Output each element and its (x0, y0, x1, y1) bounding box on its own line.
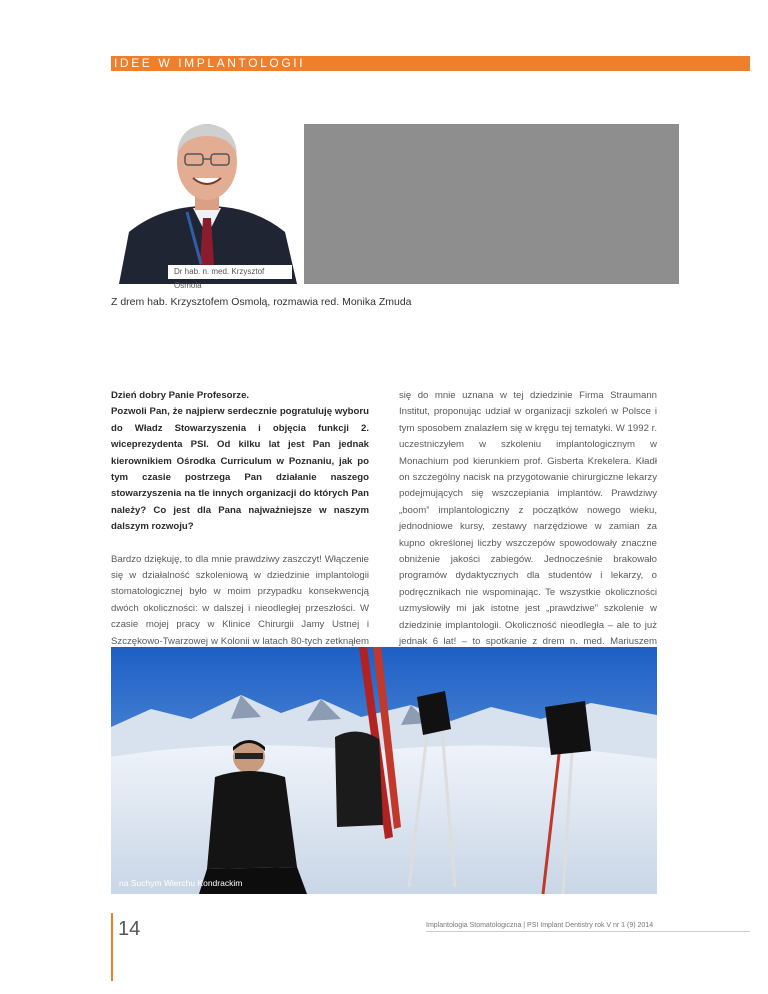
portrait-photo (111, 114, 304, 284)
interview-answer: Bardzo dziękuję, to dla mnie prawdziwy zaszczyt! Włączenie się w działalność szkoleniową w dziedzinie implantologii stomatologicznej było w moim przypadku konsekwencją dwóch okoliczności: w dalszej i nieodległej przeszłości. W czasie mojej pracy w Klinice Chirurgii Jamy Ustnej i Szczękowo-Twarzowej w Kolonii w latach 80-tych zetknąłem (111, 553, 369, 647)
footer-divider (426, 931, 750, 932)
portrait-caption: Dr hab. n. med. Krzysztof Osmola (168, 265, 292, 279)
interview-question: Dzień dobry Panie Profesorze. Pozwoli Pan, że najpierw serdecznie pogratuluję wyboru do Władz Stowarzyszenia i objęcia funkcji 2. wiceprezydenta PSI. Od kilku lat jest Pan jednak kierownikiem Ośrodka Curriculum w Poznaniu, jak po tym czasie postrzega Pan działanie naszego stowarzyszenia na tle innych organizacji do których Pan należy? Co jest dla Pana najważniejsze w naszym dalszym rozwoju? (111, 390, 369, 533)
interview-intro: Z drem hab. Krzysztofem Osmolą, rozmawia red. Monika Zmuda (111, 296, 412, 308)
mountain-photo (111, 647, 657, 894)
journal-footer: Implantologia Stomatologiczna | PSI Implant Dentistry rok V nr 1 (9) 2014 (426, 922, 654, 929)
photo-caption: na Suchym Wierchu Kondrackim (119, 878, 243, 888)
footer-accent-rule (111, 913, 113, 981)
page-number: 14 (118, 918, 141, 940)
section-title: IDEE W IMPLANTOLOGII (114, 56, 306, 70)
answer-continued: się do mnie uznana w tej dziedzinie Firma Straumann Institut, proponując udział w organizacji szkoleń w Polsce i tym sposobem znalazłem się w kręgu tej tematyki. W 1992 r. uczestniczyłem w szkoleniu implantologicznym w Monachium pod kierunkiem prof. Gisberta Krekelera. Kładł on szczególny nacisk na przygotowanie chirurgiczne lekarzy podejmujących się wszczepiania implantów. Prawdziwy „boom” implantologiczny z początków nowego wieku, jednodniowe kursy, zestawy narzędziowe w zamian za kupno określonej liczby wszczepów spowodowały znaczne obniżenie jakości zabiegów. Jednocześnie brakowało programów dydaktycznych dla studentów i lekarzy, o podręcznikach nie wspominając. Te wszystkie okoliczności uzmysłowiły mi jak istotne jest „prawdziwe” szkolenie w dziedzinie implantologii. Okoliczność nieodległa – ale to już jednak 6 lat! – to spotkanie z drem n. med. Mariuszem (399, 390, 657, 648)
